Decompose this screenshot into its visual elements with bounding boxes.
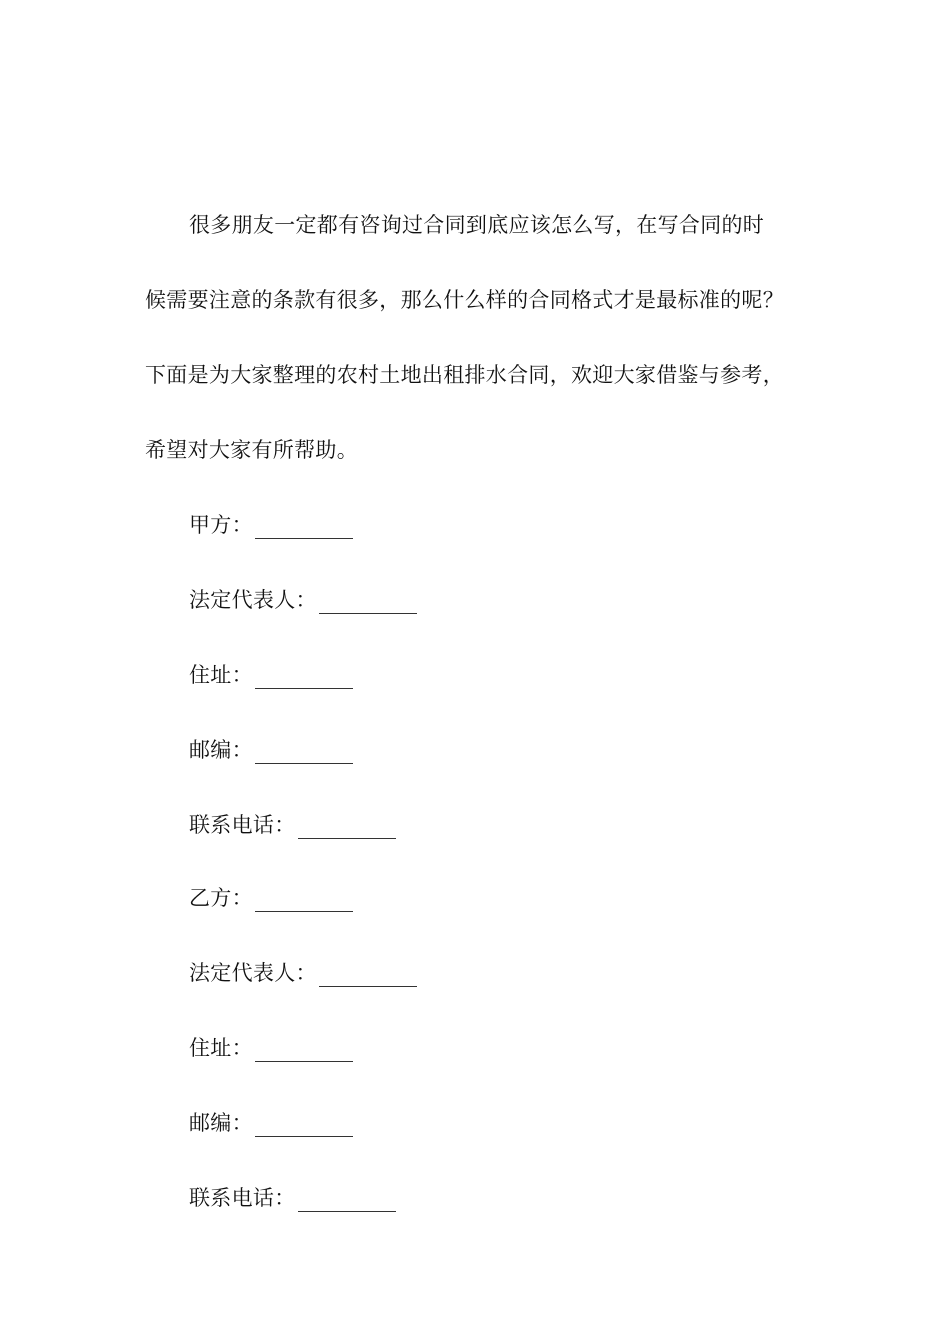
party-b-postcode-blank [255, 1116, 353, 1137]
party-b-field [189, 884, 353, 912]
party-b-address-field [189, 1034, 353, 1062]
party-a-phone-field [189, 811, 396, 839]
party-a-representative-label: 法定代表人： [189, 588, 317, 612]
party-b-representative-field [189, 959, 417, 987]
party-b-address-label: 住址： [189, 1036, 253, 1060]
party-a-postcode-blank [255, 743, 353, 764]
party-a-postcode-field [189, 736, 353, 764]
party-a-address-blank [255, 668, 353, 689]
party-a-representative-field [189, 586, 417, 614]
party-b-blank [255, 891, 353, 912]
party-a-representative-blank [319, 593, 417, 614]
intro-line-1: 很多朋友一定都有咨询过合同到底应该怎么写，在写合同的时 [189, 213, 765, 237]
party-b-postcode-field [189, 1109, 353, 1137]
party-a-address-label: 住址： [189, 663, 253, 687]
party-a-address-field [189, 661, 353, 689]
party-b-label: 乙方： [189, 886, 253, 910]
intro-line-3: 下面是为大家整理的农村土地出租排水合同，欢迎大家借鉴与参考， [145, 363, 784, 387]
party-b-phone-blank [298, 1191, 396, 1212]
party-a-postcode-label: 邮编： [189, 738, 253, 762]
party-b-phone-field [189, 1184, 396, 1212]
intro-line-2: 候需要注意的条款有很多，那么什么样的合同格式才是最标准的呢？ [145, 288, 784, 312]
party-a-phone-label: 联系电话： [189, 813, 296, 837]
party-b-representative-blank [319, 966, 417, 987]
party-a-phone-blank [298, 818, 396, 839]
party-b-phone-label: 联系电话： [189, 1186, 296, 1210]
party-a-blank [255, 518, 353, 539]
party-b-postcode-label: 邮编： [189, 1111, 253, 1135]
intro-line-4: 希望对大家有所帮助。 [145, 438, 358, 462]
party-b-representative-label: 法定代表人： [189, 961, 317, 985]
party-a-label: 甲方： [189, 513, 253, 537]
party-b-address-blank [255, 1041, 353, 1062]
party-a-field [189, 511, 353, 539]
